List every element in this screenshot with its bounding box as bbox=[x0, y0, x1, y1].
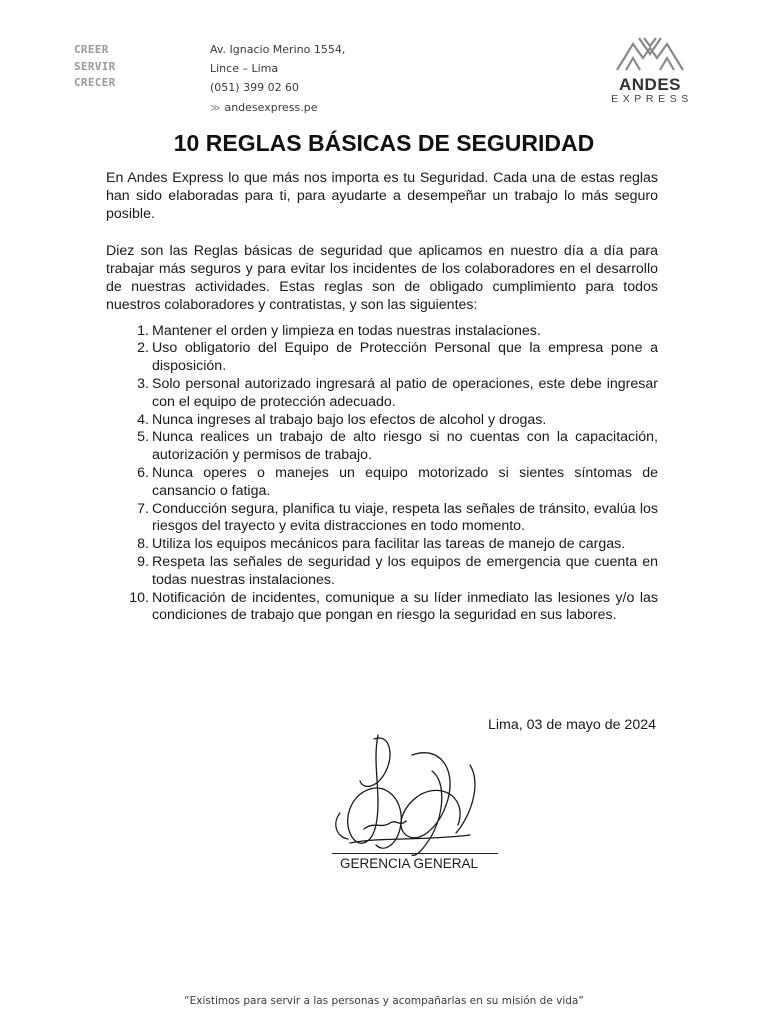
website-link[interactable]: andesexpress.pe bbox=[224, 101, 318, 114]
company-logo bbox=[600, 30, 700, 112]
chevron-right-icon: ≫ bbox=[210, 103, 221, 114]
rule-number: 1. bbox=[137, 322, 149, 339]
rule-number: 10. bbox=[129, 589, 149, 606]
rule-text: Solo personal autorizado ingresará al patio de operaciones, este debe ingresar con el equipo de protección adecuado. bbox=[152, 375, 658, 410]
signature-title: GERENCIA GENERAL bbox=[340, 856, 479, 871]
rule-number: 9. bbox=[137, 553, 149, 570]
rule-text: Nunca realices un trabajo de alto riesgo si no cuentas con la capacitación, autorización y permisos de trabajo. bbox=[152, 429, 658, 464]
handwritten-signature bbox=[320, 725, 520, 865]
rule-number: 4. bbox=[137, 411, 149, 428]
address-city: Lince – Lima bbox=[210, 62, 279, 75]
logo-brand-name: ANDES bbox=[618, 75, 681, 94]
website-row bbox=[210, 98, 345, 118]
motto-line: SERVIR bbox=[74, 59, 116, 73]
address-line: Av. Ignacio Merino 1554, bbox=[210, 43, 346, 56]
motto-line: CREER bbox=[74, 43, 109, 56]
rule-text: Conducción segura, planifica tu viaje, respeta las señales de tránsito, evalúa los riesgos del trayecto y evita distracciones en todo momento. bbox=[152, 500, 658, 535]
list-item bbox=[106, 376, 658, 412]
logo-brand-subtitle: EXPRESS bbox=[611, 93, 693, 105]
motto-line: CRECER bbox=[74, 76, 116, 89]
intro-paragraph: En Andes Express lo que más nos importa es tu Seguridad. Cada una de estas reglas han sido elaboradas para ti, para ayudarte a desempeñar un trabajo lo más seguro posible. bbox=[106, 170, 658, 222]
phone-number: (051) 399 02 60 bbox=[210, 81, 300, 94]
rule-text: Mantener el orden y limpieza en todas nuestras instalaciones. bbox=[152, 322, 541, 339]
document-title: 10 REGLAS BÁSICAS DE SEGURIDAD bbox=[173, 130, 595, 156]
contact-info bbox=[210, 40, 345, 118]
rule-number: 3. bbox=[137, 375, 149, 392]
list-item bbox=[106, 429, 658, 465]
signature-line bbox=[332, 853, 498, 854]
rule-number: 8. bbox=[137, 536, 149, 553]
document-date: Lima, 03 de mayo de 2024 bbox=[488, 717, 656, 733]
list-item bbox=[106, 536, 658, 554]
rule-number: 6. bbox=[137, 464, 149, 481]
rule-number: 5. bbox=[137, 429, 149, 446]
document-body bbox=[106, 170, 658, 625]
rule-text: Nunca operes o manejes un equipo motorizado si sientes síntomas de cansancio o fatiga. bbox=[152, 464, 658, 499]
rule-number: 7. bbox=[137, 500, 149, 517]
rule-number: 2. bbox=[137, 340, 149, 357]
list-item bbox=[106, 590, 658, 626]
rule-text: Utiliza los equipos mecánicos para facilitar las tareas de manejo de cargas. bbox=[152, 536, 626, 553]
footer-slogan: “Existimos para servir a las personas y acompañarlas en su misión de vida” bbox=[184, 995, 584, 1007]
list-item bbox=[106, 465, 658, 501]
rules-intro-paragraph: Diez son las Reglas básicas de seguridad que aplicamos en nuestro día a día para trabajar más seguros y para evitar los incidentes de los colaboradores en el desarrollo de nuestras actividades. Estas reglas son de obligado cumplimiento para todos nuestros colaboradores y contratistas, y son las siguientes: bbox=[106, 243, 658, 313]
rules-list bbox=[106, 323, 658, 626]
rule-text: Nunca ingreses al trabajo bajo los efectos de alcohol y drogas. bbox=[152, 411, 547, 428]
mountain-logo-icon bbox=[613, 30, 687, 74]
rule-text: Notificación de incidentes, comunique a su líder inmediato las lesiones y/o las condiciones de trabajo que pongan en riesgo la seguridad en sus labores. bbox=[152, 589, 658, 624]
list-item bbox=[106, 501, 658, 537]
list-item bbox=[106, 412, 658, 430]
rule-text: Respeta las señales de seguridad y los equipos de emergencia que cuenta en todas nuestras instalaciones. bbox=[152, 553, 658, 588]
list-item bbox=[106, 340, 658, 376]
list-item bbox=[106, 554, 658, 590]
rule-text: Uso obligatorio del Equipo de Protección Personal que la empresa pone a disposición. bbox=[152, 340, 658, 375]
company-motto bbox=[74, 42, 116, 92]
list-item bbox=[106, 323, 658, 341]
